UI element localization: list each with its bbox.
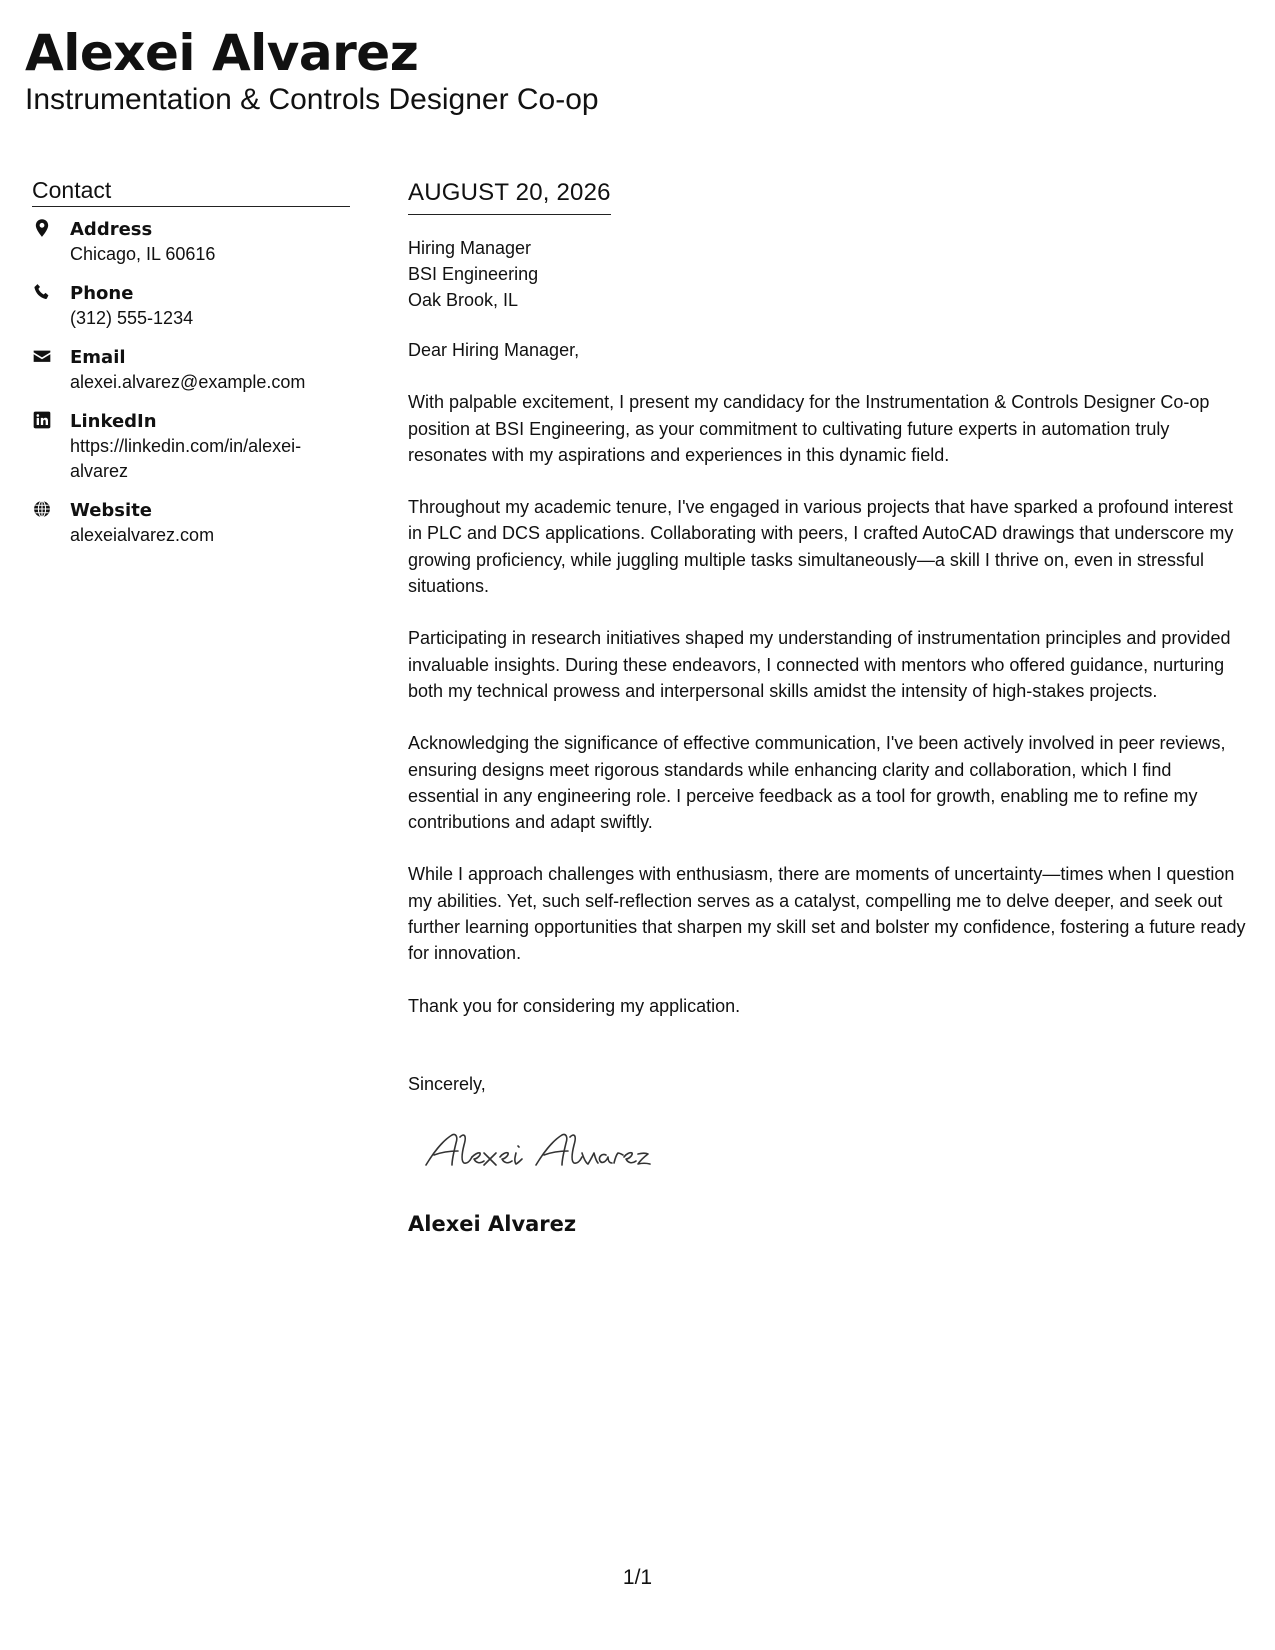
linkedin-icon bbox=[32, 409, 70, 484]
linkedin-link[interactable]: https://linkedin.com/in/alexei-alvarez bbox=[70, 436, 302, 481]
contact-item-linkedin bbox=[32, 409, 350, 484]
paragraph: While I approach challenges with enthusiasm, there are moments of uncertainty—times when I question my abilities. Yet, such self-reflection serves as a catalyst, compelling me to delve deeper, and seek out further learning opportunities that sharpen my skill set and bolster my confidence, fostering a future ready for innovation. bbox=[408, 864, 1246, 964]
recipient-line: BSI Engineering bbox=[408, 264, 539, 284]
page-number: 1/1 bbox=[622, 1566, 653, 1589]
contact-item-address bbox=[32, 217, 350, 267]
phone-value: (312) 555-1234 bbox=[70, 308, 194, 328]
website-link[interactable]: alexeialvarez.com bbox=[70, 525, 215, 545]
contact-list bbox=[32, 217, 350, 548]
phone-icon bbox=[32, 281, 70, 331]
handwritten-signature bbox=[412, 1119, 672, 1179]
contact-item-phone bbox=[32, 281, 350, 331]
contact-item-email bbox=[32, 345, 350, 395]
globe-icon bbox=[32, 498, 70, 548]
contact-label: Email bbox=[70, 347, 126, 368]
contact-item-website bbox=[32, 498, 350, 548]
recipient-line: Hiring Manager bbox=[408, 238, 532, 258]
signed-name: Alexei Alvarez bbox=[408, 1212, 577, 1237]
job-title: Instrumentation & Controls Designer Co-op bbox=[25, 83, 599, 116]
paragraph: Participating in research initiatives shaped my understanding of instrumentation principles and provided invaluable insights. During these endeavors, I connected with mentors who offered guidance, nurturing both my technical prowess and interpersonal skills amidst the intensity of high-stakes projects. bbox=[408, 628, 1231, 701]
contact-label: LinkedIn bbox=[70, 411, 157, 432]
contact-label: Phone bbox=[70, 283, 134, 304]
contact-heading: Contact bbox=[32, 176, 350, 207]
recipient-line: Oak Brook, IL bbox=[408, 290, 519, 310]
recipient-block bbox=[408, 235, 1246, 313]
paragraph: Acknowledging the significance of effective communication, I've been actively involved in peer reviews, ensuring designs meet rigorous standards while enhancing clarity and collaboration, which I find essential in any engineering role. I perceive feedback as a tool for growth, enabling me to refine my contributions and adapt swiftly. bbox=[408, 733, 1226, 833]
salutation: Dear Hiring Manager, bbox=[408, 340, 580, 360]
closing: Sincerely, bbox=[408, 1073, 486, 1094]
document-header bbox=[25, 24, 599, 118]
envelope-icon bbox=[32, 345, 70, 395]
contact-label: Address bbox=[70, 219, 153, 240]
letter-date: AUGUST 20, 2026 bbox=[408, 178, 611, 215]
contact-sidebar bbox=[32, 176, 350, 562]
address-value: Chicago, IL 60616 bbox=[70, 244, 216, 264]
letter-body bbox=[408, 178, 1246, 1238]
paragraph: Throughout my academic tenure, I've engaged in various projects that have sparked a profound interest in PLC and DCS applications. Collaborating with peers, I crafted AutoCAD drawings that underscore my growing proficiency, while juggling multiple tasks simultaneously—a skill I thrive on, even in stressful situations. bbox=[408, 497, 1234, 597]
email-link[interactable]: alexei.alvarez@example.com bbox=[70, 372, 306, 392]
contact-label: Website bbox=[70, 500, 153, 521]
paragraph: With palpable excitement, I present my candidacy for the Instrumentation & Controls Designer Co-op position at BSI Engineering, as your commitment to cultivating future experts in automation truly resonates with my aspirations and experiences in this dynamic field. bbox=[408, 392, 1210, 465]
applicant-name: Alexei Alvarez bbox=[25, 24, 419, 82]
paragraph: Thank you for considering my application. bbox=[408, 995, 741, 1016]
location-pin-icon bbox=[32, 217, 70, 267]
